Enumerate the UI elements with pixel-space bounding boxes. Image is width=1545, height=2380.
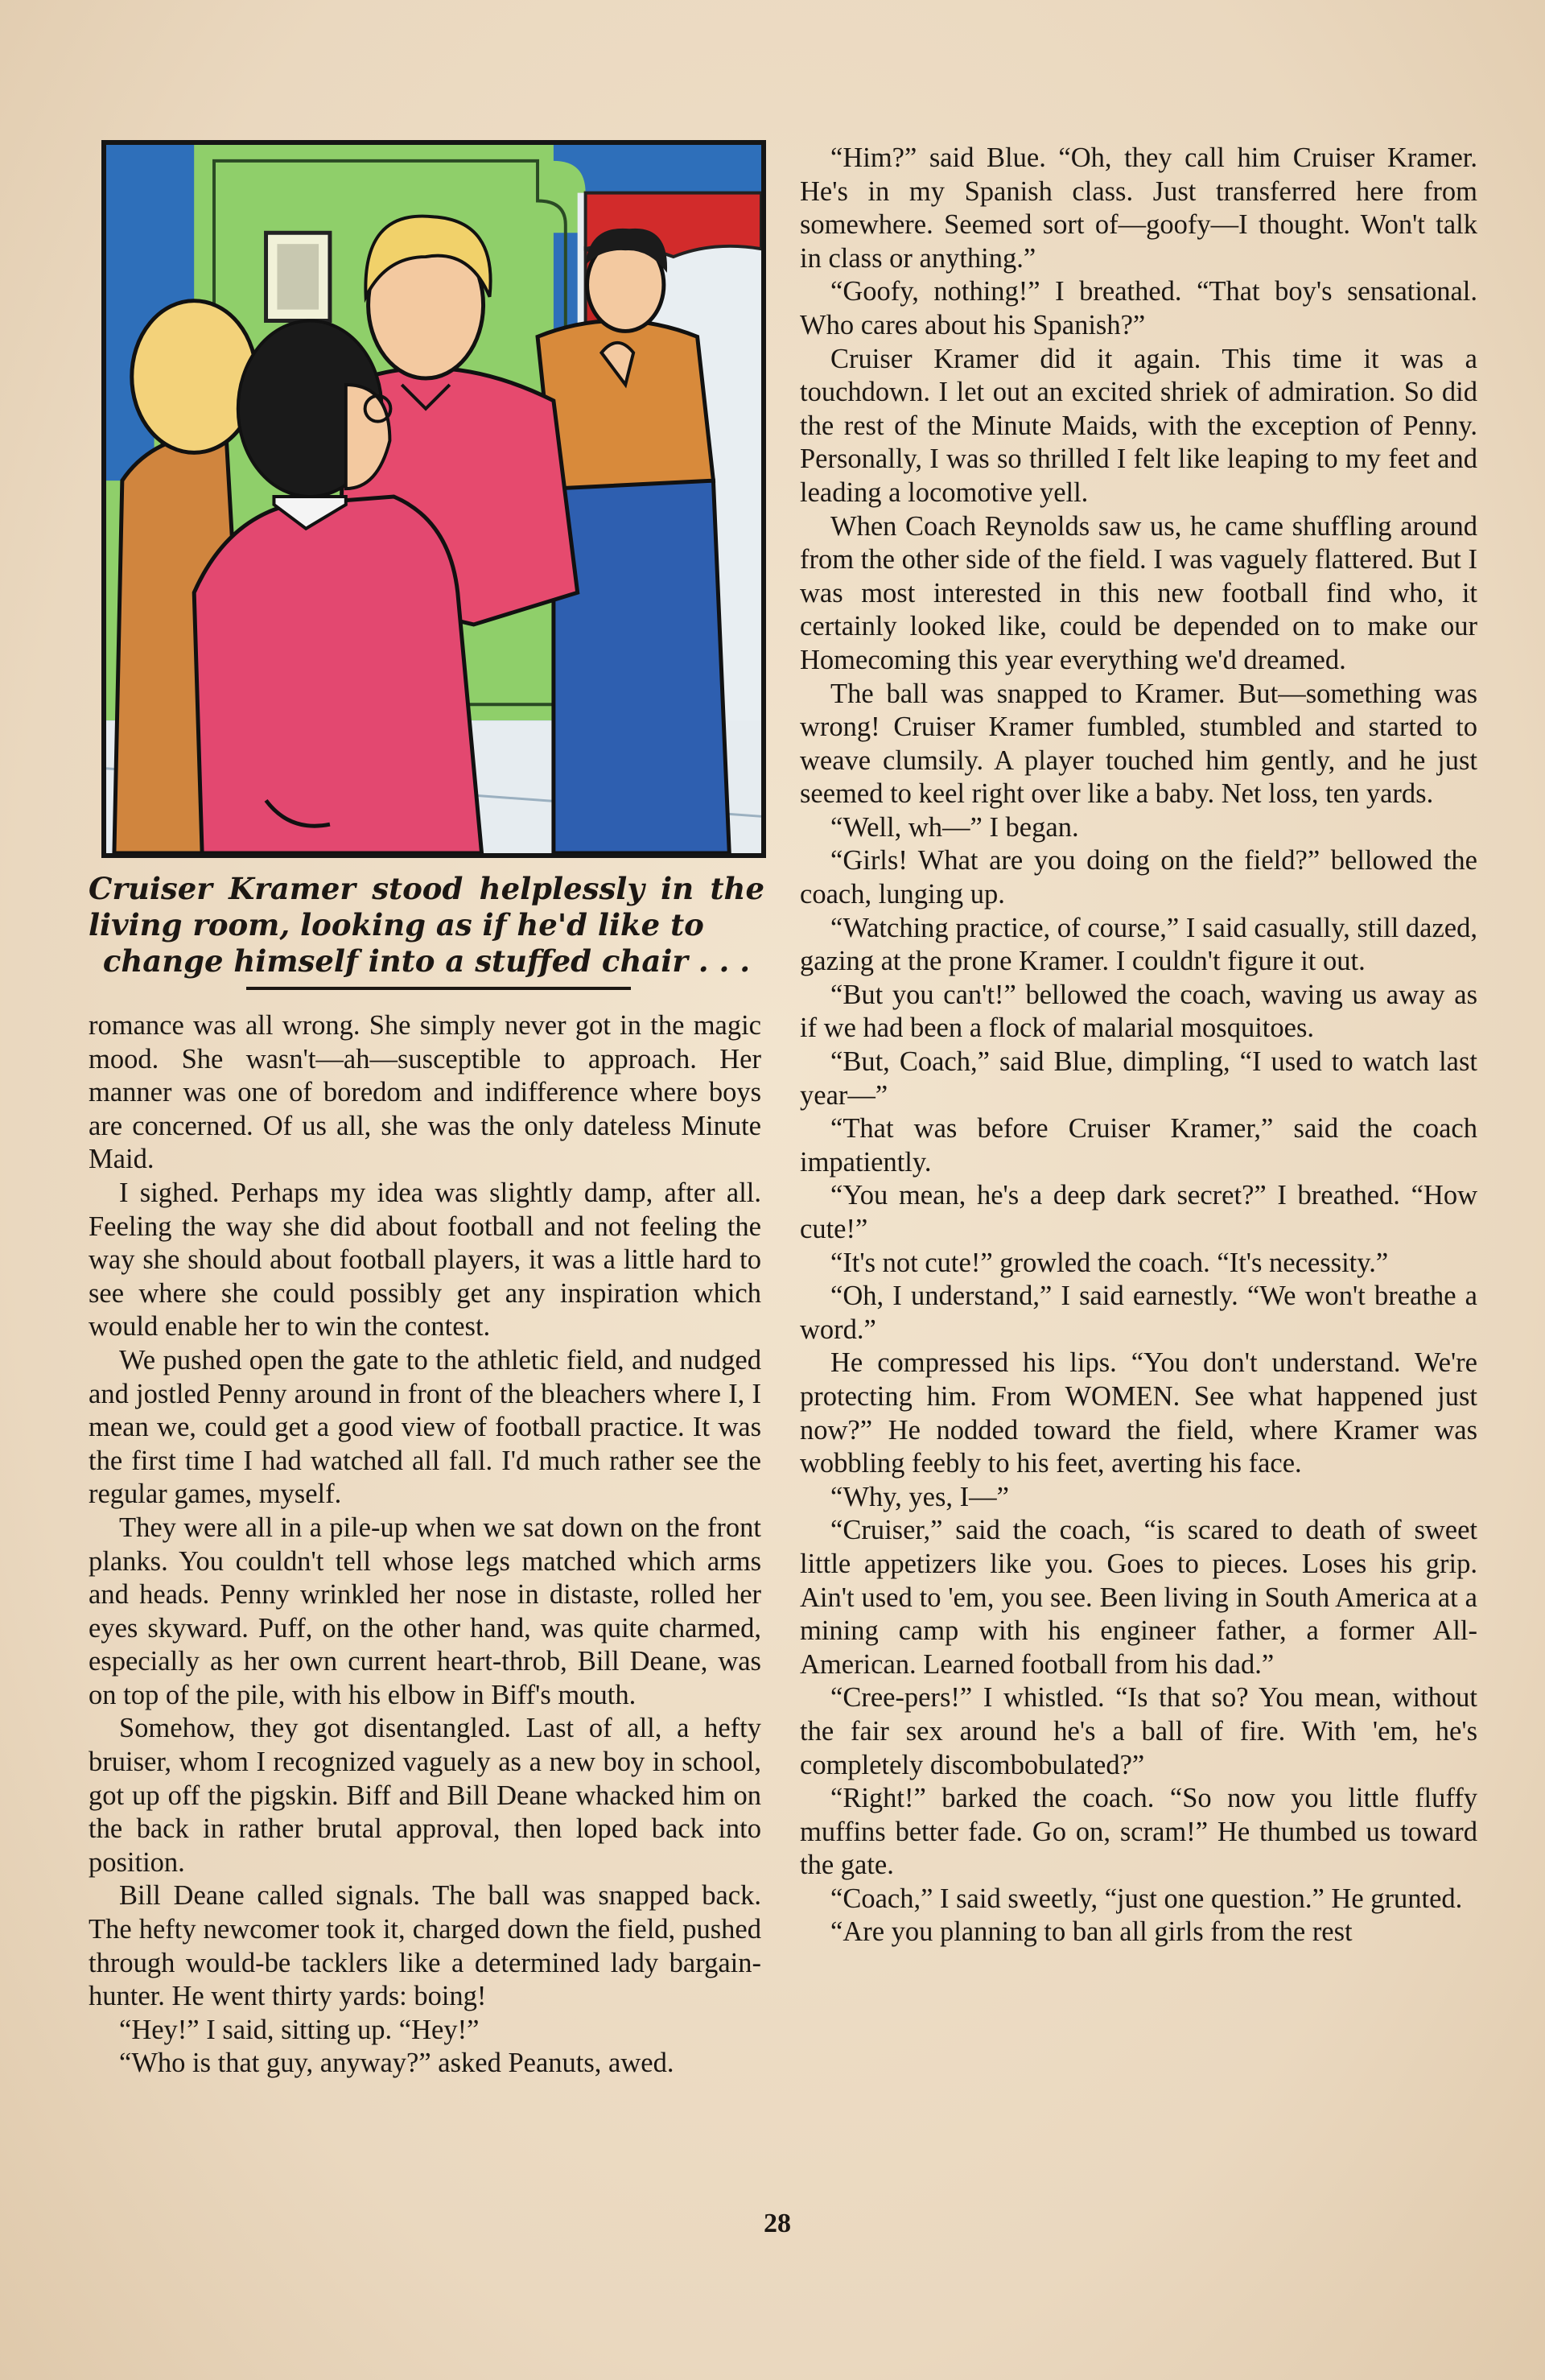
illustration-art xyxy=(106,145,761,853)
paragraph: “Cruiser,” said the coach, “is scared to death of sweet little appetizers like you. Goes to pieces. Loses his grip. Ain't used to 'em, you see. Been living in South America at a mining camp with his engineer father, a former All-American. Learned football from his dad.” xyxy=(800,1515,1477,1680)
paragraph: “Girls! What are you doing on the field?” bellowed the coach, lunging up. xyxy=(800,845,1477,910)
paragraph: “Watching practice, of course,” I said casually, still dazed, gazing at the prone Kramer. I couldn't figure it out. xyxy=(800,912,1477,977)
paragraph: Somehow, they got disentangled. Last of all, a hefty bruiser, whom I recognized vaguely as a new boy in school, got up off the pigskin. Biff and Bill Deane whacked him on the back in rather brutal approval, then loped back into position. xyxy=(89,1713,761,1878)
paragraph: I sighed. Perhaps my idea was slightly damp, after all. Feeling the way she did about football and not feeling the way she should about football players, it was a little hard to see where she could possibly get any inspiration which would enable her to win the contest. xyxy=(89,1177,761,1343)
paragraph: We pushed open the gate to the athletic field, and nudged and jostled Penny around in front of the bleachers where I, I mean we, could get a good view of football practice. It was the first time I had watched all fall. I'd much rather see the regular games, myself. xyxy=(89,1344,761,1510)
paragraph: “But, Coach,” said Blue, dimpling, “I used to watch last year—” xyxy=(800,1046,1477,1111)
paragraph: “Why, yes, I—” xyxy=(830,1481,1009,1512)
page-number: 28 xyxy=(764,2209,791,2238)
paragraph: “Cree-pers!” I whistled. “Is that so? You mean, without the fair sex around he's a ball of fire. With 'em, he's completely discombobulated?” xyxy=(800,1682,1477,1780)
paragraph: “Hey!” I said, sitting up. “Hey!” xyxy=(119,2014,480,2045)
paragraph: “But you can't!” bellowed the coach, waving us away as if we had been a flock of malarial mosquitoes. xyxy=(800,979,1477,1044)
paragraph: “Who is that guy, anyway?” asked Peanuts, awed. xyxy=(119,2048,674,2079)
paragraph: When Coach Reynolds saw us, he came shuffling around from the other side of the field. I was vaguely flattered. But I was most interested in this new football find who, it certainly looked like, could be depended on to make our Homecoming this year everything we'd dreamed. xyxy=(800,510,1477,675)
paragraph: They were all in a pile-up when we sat down on the front planks. You couldn't tell whose legs matched which arms and heads. Penny wrinkled her nose in distaste, rolled her eyes skyward. Puff, on the other hand, was quite charmed, especially as her own current heart-throb, Bill Deane, was on top of the pile, with his elbow in Biff's mouth. xyxy=(89,1512,761,1710)
paragraph: Cruiser Kramer did it again. This time it was a touchdown. I let out an excited shriek of admiration. So did the rest of the Minute Maids, with the exception of Penny. Personally, I was so thrilled I felt like leaping to my feet and leading a locomotive yell. xyxy=(800,343,1477,508)
paragraph: “Right!” barked the coach. “So now you little fluffy muffins better fade. Go on, scram!” He thumbed us toward the gate. xyxy=(800,1783,1477,1881)
paragraph: “It's not cute!” growled the coach. “It's necessity.” xyxy=(830,1247,1389,1278)
paragraph: “Oh, I understand,” I said earnestly. “We won't breathe a word.” xyxy=(800,1281,1477,1345)
paragraph: “Well, wh—” I began. xyxy=(830,811,1079,843)
illustration-caption xyxy=(89,871,764,980)
comic-panel-illustration xyxy=(101,140,766,858)
paragraph: “Coach,” I said sweetly, “just one question.” He grunted. xyxy=(830,1883,1463,1914)
paragraph: He compressed his lips. “You don't understand. We're protecting him. From WOMEN. See what happened just now?” He nodded toward the field, where Kramer was wobbling feebly to his feet, averting his face. xyxy=(800,1347,1477,1479)
right-text-column xyxy=(800,142,1477,1949)
paragraph: Bill Deane called signals. The ball was snapped back. The hefty newcomer took it, charged down the field, pushed through would-be tacklers like a determined lady bargain-hunter. He went thirty yards: boing! xyxy=(89,1880,761,2012)
left-text-column xyxy=(89,1009,761,2081)
paragraph: The ball was snapped to Kramer. But—something was wrong! Cruiser Kramer fumbled, stumbled and started to weave clumsily. A player touched him gently, and he just seemed to keel right over like a baby. Net loss, ten yards. xyxy=(800,678,1477,810)
paragraph: “That was before Cruiser Kramer,” said the coach impatiently. xyxy=(800,1113,1477,1178)
caption-line: change himself into a stuffed chair . . . xyxy=(102,943,751,979)
paragraph: “You mean, he's a deep dark secret?” I breathed. “How cute!” xyxy=(800,1180,1477,1244)
paragraph: “Are you planning to ban all girls from the rest xyxy=(830,1916,1353,1948)
paragraph: “Goofy, nothing!” I breathed. “That boy's sensational. Who cares about his Spanish?” xyxy=(800,276,1477,340)
paragraph: romance was all wrong. She simply never got in the magic mood. She wasn't—ah—susceptible to approach. Her manner was one of boredom and indifference where boys are concerned. Of us all, she was the only dateless Minute Maid. xyxy=(89,1010,761,1175)
caption-line: Cruiser Kramer stood helplessly in the living room, looking as if he'd like to xyxy=(89,871,764,943)
caption-divider xyxy=(246,987,631,990)
paragraph: “Him?” said Blue. “Oh, they call him Cruiser Kramer. He's in my Spanish class. Just transferred here from somewhere. Seemed sort of—goofy—I thought. Won't talk in class or anything.” xyxy=(800,142,1477,274)
